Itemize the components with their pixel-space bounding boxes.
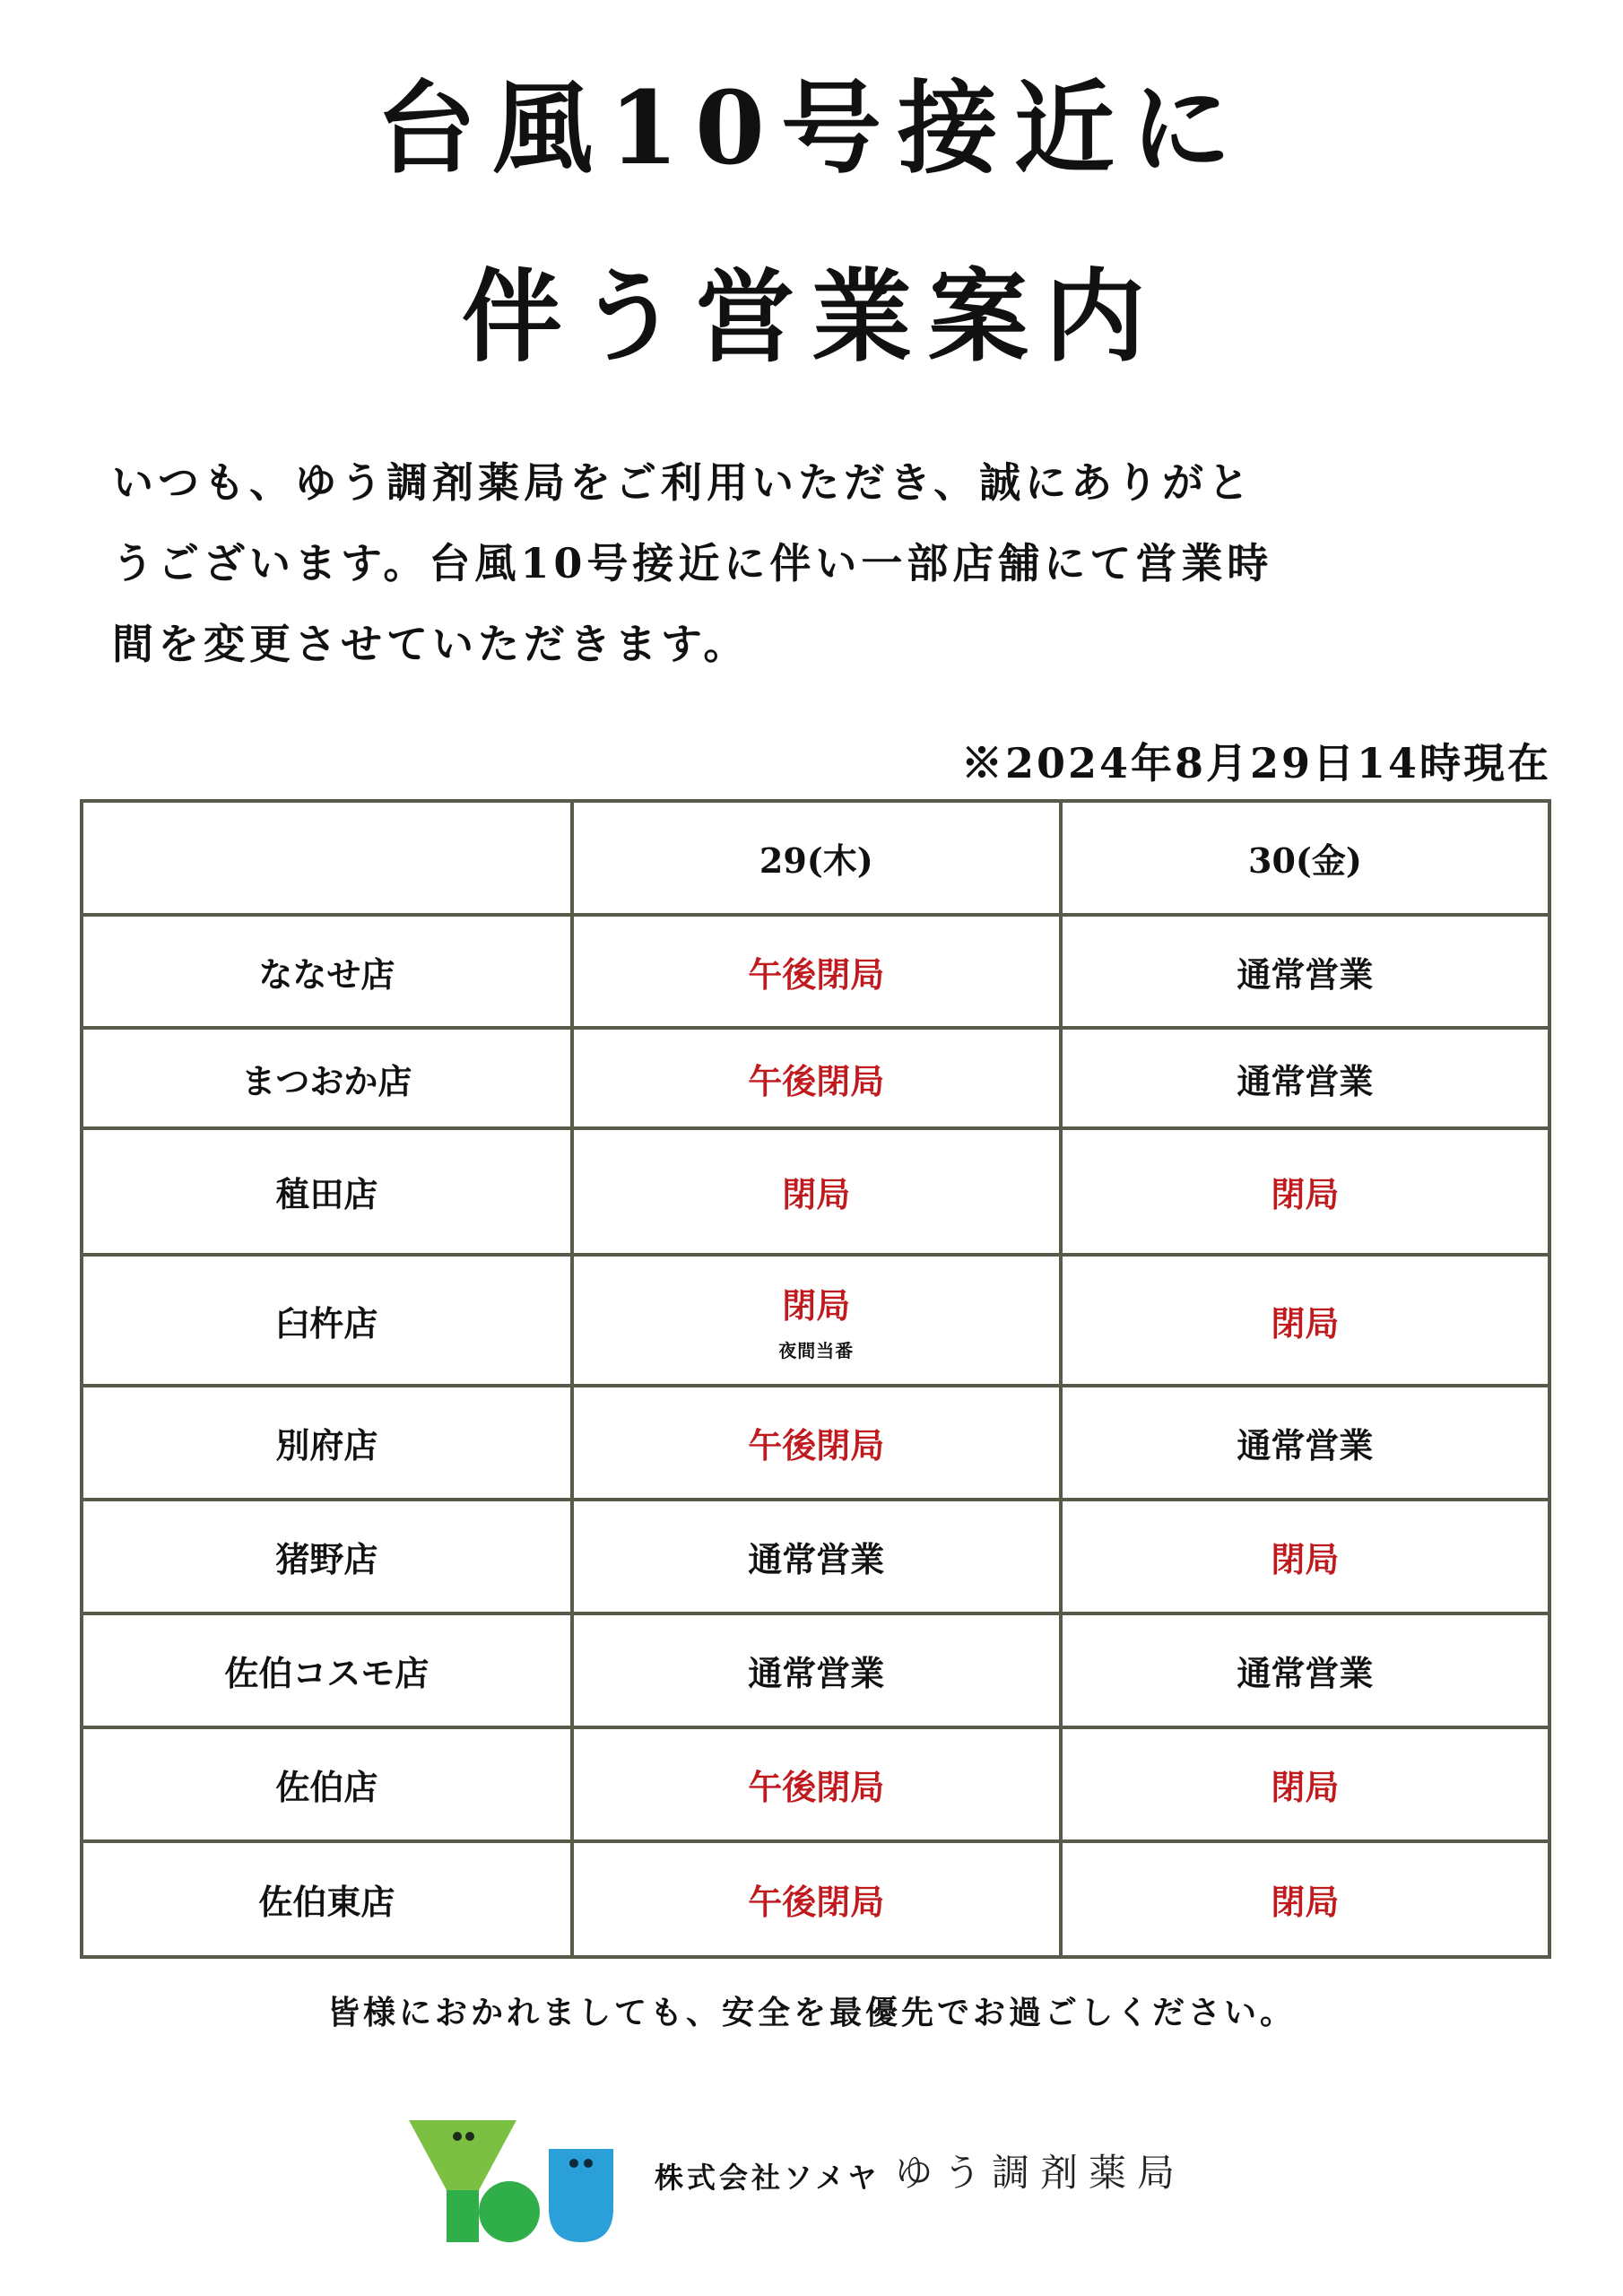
header-day1: 29(木): [572, 801, 1061, 915]
night-duty-note: 夜間当番: [778, 1340, 855, 1361]
intro-text-line-3: 間を変更させていただきます。: [112, 620, 750, 668]
you-logo: [405, 2118, 617, 2244]
status-day1: 閉局: [782, 1285, 851, 1326]
table-row: [82, 1255, 1549, 1386]
store-name: 別府店: [82, 1386, 572, 1500]
status-day1: 午後閉局: [572, 1028, 1061, 1128]
page-title-line-2: 伴う営業案内: [462, 258, 1161, 376]
status-day1: 閉局: [572, 1128, 1061, 1255]
status-day1: 午後閉局: [572, 1727, 1061, 1841]
status-day1: 通常営業: [572, 1500, 1061, 1613]
status-day2: 通常営業: [1061, 1613, 1549, 1727]
store-name: 佐伯コスモ店: [82, 1613, 572, 1727]
table-row: [82, 1386, 1549, 1500]
table-row: [82, 1613, 1549, 1727]
status-day1: 通常営業: [572, 1613, 1061, 1727]
store-name: ななせ店: [82, 915, 572, 1028]
status-day1: 午後閉局: [572, 1386, 1061, 1500]
status-day1: 午後閉局: [572, 1841, 1061, 1957]
status-day2: 通常営業: [1061, 915, 1549, 1028]
table-row: [82, 1841, 1549, 1957]
store-name: 猪野店: [82, 1500, 572, 1613]
status-day2: 閉局: [1061, 1727, 1549, 1841]
logo-letter-u: [549, 2149, 613, 2242]
store-name: 稙田店: [82, 1128, 572, 1255]
table-row: [82, 915, 1549, 1028]
header-day2: 30(金): [1061, 801, 1549, 915]
store-name: 佐伯東店: [82, 1841, 572, 1957]
store-name: 臼杵店: [82, 1255, 572, 1386]
pharmacy-name: ゆう調剤薬局: [895, 2151, 1186, 2195]
status-day2: 通常営業: [1061, 1028, 1549, 1128]
intro-text-line-2: うございます。台風10号接近に伴い一部店舗にて営業時: [112, 539, 1273, 587]
page-title-line-1: 台風10号接近に: [376, 70, 1247, 187]
as-of-timestamp: ※2024年8月29日14時現在: [960, 739, 1551, 787]
table-row: [82, 1128, 1549, 1255]
status-day2: 閉局: [1061, 1500, 1549, 1613]
status-day1-cell: [572, 1255, 1061, 1386]
status-day2: 通常営業: [1061, 1386, 1549, 1500]
status-day2: 閉局: [1061, 1128, 1549, 1255]
closing-message: 皆様におかれましても、安全を最優先でお過ごしください。: [326, 1994, 1296, 2031]
table-row: [82, 1500, 1549, 1613]
store-name: 佐伯店: [82, 1727, 572, 1841]
company-name: 株式会社ソメヤ: [655, 2161, 881, 2195]
status-day2: 閉局: [1061, 1255, 1549, 1386]
table-row: [82, 1727, 1549, 1841]
table-header-row: [82, 801, 1549, 915]
store-name: まつおか店: [82, 1028, 572, 1128]
logo-letter-o: [479, 2181, 540, 2242]
intro-text-line-1: いつも、ゆう調剤薬局をご利用いただき、誠にありがと: [112, 458, 1254, 507]
schedule-table: [80, 799, 1551, 1959]
status-day2: 閉局: [1061, 1841, 1549, 1957]
status-day1: 午後閉局: [572, 915, 1061, 1028]
table-row: [82, 1028, 1549, 1128]
header-corner-cell: [82, 801, 572, 915]
